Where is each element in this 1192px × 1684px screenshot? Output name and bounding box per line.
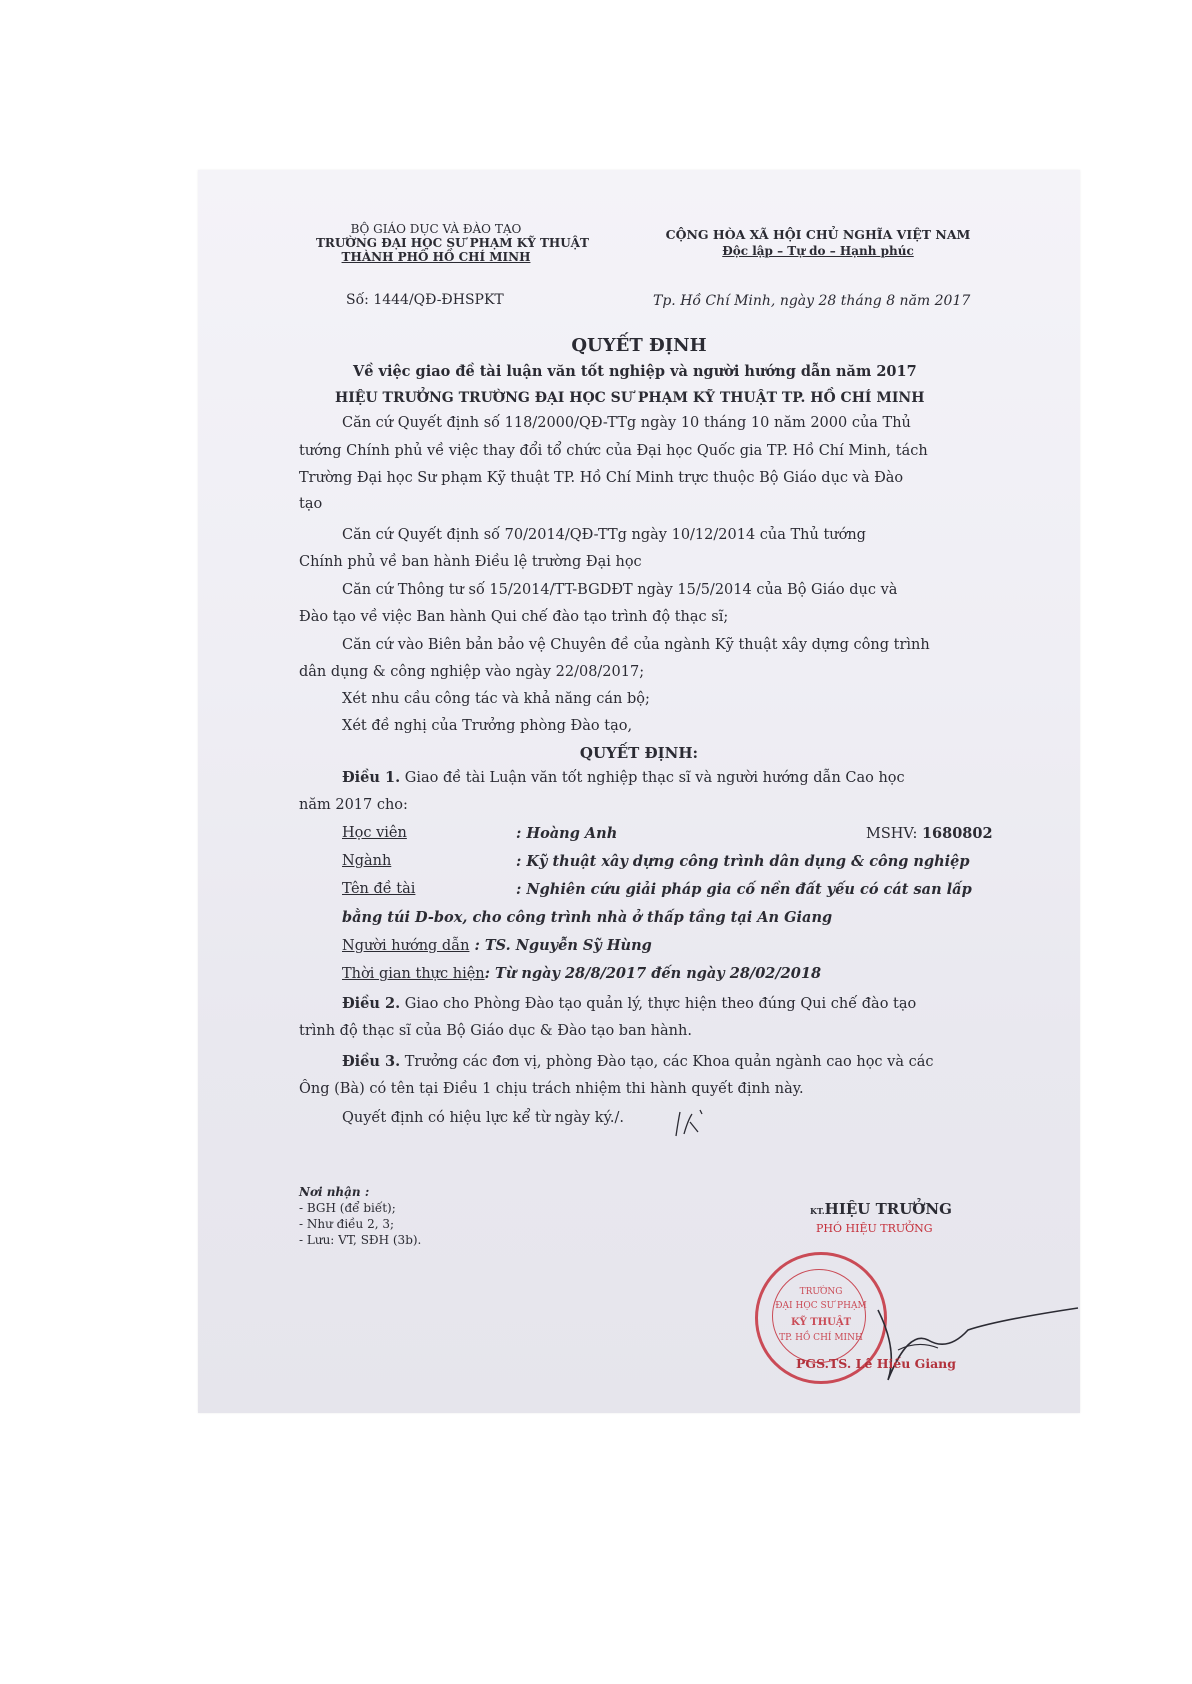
article-2-cont: trình độ thạc sĩ của Bộ Giáo dục & Đào tạo ban hành.: [299, 1023, 692, 1039]
document-page: [198, 170, 1080, 1413]
article-1-cont: năm 2017 cho:: [299, 797, 408, 813]
period-label: Thời gian thực hiện: [342, 966, 485, 982]
signature-title: [810, 1200, 952, 1218]
advisor-label: Người hướng dẫn: [342, 938, 470, 954]
issuing-authority: HIỆU TRƯỞNG TRƯỜNG ĐẠI HỌC SƯ PHẠM KỸ THUẬT TP. HỒ CHÍ MINH: [335, 390, 925, 406]
mshv-value: 1680802: [921, 825, 993, 842]
seal-text: TP. HỒ CHÍ MINH: [779, 1333, 863, 1343]
seal-text: ĐẠI HỌC SƯ PHẠM: [775, 1301, 867, 1311]
article-2: [342, 990, 916, 1019]
article-3-cont: Ông (Bà) có tên tại Điều 1 chịu trách nhiệm thi hành quyết định này.: [299, 1081, 804, 1097]
seal-text: KỸ THUẬT: [790, 1317, 852, 1328]
article-1-label: Điều 1.: [342, 769, 401, 786]
header-left: [316, 222, 589, 264]
article-1: [342, 764, 905, 793]
signature-subtitle: PHÓ HIỆU TRƯỞNG: [816, 1222, 933, 1235]
country-name: CỘNG HÒA XÃ HỘI CHỦ NGHĨA VIỆT NAM: [665, 227, 971, 242]
body-line: Căn cứ Thông tư số 15/2014/TT-BGDĐT ngày 15/5/2014 của Bộ Giáo dục và: [342, 582, 898, 598]
body-line: Trường Đại học Sư phạm Kỹ thuật TP. Hồ Chí Minh trực thuộc Bộ Giáo dục và Đào: [299, 470, 904, 486]
handwritten-signature: [858, 1290, 1080, 1400]
header-right: [648, 226, 988, 260]
national-motto: Độc lập – Tự do – Hạnh phúc: [722, 244, 914, 258]
effective-clause: Quyết định có hiệu lực kể từ ngày ký./.: [342, 1110, 624, 1126]
period-row: [342, 960, 821, 989]
recipients: [299, 1184, 421, 1248]
body-line: Căn cứ vào Biên bản bảo vệ Chuyên đề của ngành Kỹ thuật xây dựng công trình: [342, 637, 930, 653]
recipient-item: - Lưu: VT, SĐH (3b).: [299, 1233, 422, 1247]
topic-value-cont: bằng túi D-box, cho công trình nhà ở thấp tầng tại An Giang: [342, 909, 833, 926]
document-subject: Về việc giao đề tài luận văn tốt nghiệp và người hướng dẫn năm 2017: [353, 363, 917, 380]
article-2-text: Giao cho Phòng Đào tạo quản lý, thực hiện theo đúng Qui chế đào tạo: [400, 996, 917, 1012]
school-name-line2: THÀNH PHỐ HỒ CHÍ MINH: [341, 250, 531, 264]
recipient-item: - Như điều 2, 3;: [299, 1217, 395, 1231]
body-line: tướng Chính phủ về việc thay đổi tổ chức của Đại học Quốc gia TP. Hồ Chí Minh, tách: [299, 443, 928, 459]
student-label: Học viên: [342, 825, 407, 841]
body-line: Căn cứ Quyết định số 70/2014/QĐ-TTg ngày 10/12/2014 của Thủ tướng: [342, 527, 866, 543]
body-line: Xét nhu cầu công tác và khả năng cán bộ;: [342, 691, 650, 707]
major-label: Ngành: [342, 853, 392, 869]
recipients-title: Nơi nhận :: [299, 1185, 370, 1199]
initials-mark: [670, 1102, 710, 1142]
school-name-line1: TRƯỜNG ĐẠI HỌC SƯ PHẠM KỸ THUẬT: [316, 236, 589, 250]
body-line: Đào tạo về việc Ban hành Qui chế đào tạo trình độ thạc sĩ;: [299, 609, 729, 625]
body-line: dân dụng & công nghiệp vào ngày 22/08/2017;: [299, 664, 645, 680]
signature-prefix: KT.: [810, 1206, 825, 1216]
topic-label: Tên đề tài: [342, 881, 416, 897]
article-3-label: Điều 3.: [342, 1053, 401, 1070]
decision-heading: QUYẾT ĐỊNH:: [579, 744, 699, 762]
body-line: tạo: [299, 496, 323, 512]
mshv-label: MSHV:: [866, 826, 922, 842]
advisor-value: : TS. Nguyễn Sỹ Hùng: [469, 937, 652, 954]
article-1-text: Giao đề tài Luận văn tốt nghiệp thạc sĩ và người hướng dẫn Cao học: [400, 770, 905, 786]
article-3: [342, 1048, 934, 1077]
major-value: : Kỹ thuật xây dựng công trình dân dụng & công nghiệp: [516, 853, 970, 870]
student-value: : Hoàng Anh: [516, 825, 618, 842]
body-line: Căn cứ Quyết định số 118/2000/QĐ-TTg ngày 10 tháng 10 năm 2000 của Thủ: [342, 415, 911, 431]
article-2-label: Điều 2.: [342, 995, 401, 1012]
advisor-row: [342, 932, 652, 961]
signer-name: PGS.TS. Lê Hiếu Giang: [796, 1356, 956, 1371]
period-value: : Từ ngày 28/8/2017 đến ngày 28/02/2018: [484, 965, 822, 982]
place-date: Tp. Hồ Chí Minh, ngày 28 tháng 8 năm 2017: [653, 293, 971, 309]
student-id: [866, 820, 993, 849]
document-title: QUYẾT ĐỊNH: [571, 335, 707, 356]
article-3-text: Trưởng các đơn vị, phòng Đào tạo, các Khoa quản ngành cao học và các: [400, 1054, 934, 1070]
body-line: Xét đề nghị của Trưởng phòng Đào tạo,: [342, 718, 633, 734]
recipient-item: - BGH (để biết);: [299, 1201, 396, 1215]
seal-text: TRƯỜNG: [799, 1287, 843, 1297]
signature-role: HIỆU TRƯỞNG: [824, 1200, 952, 1218]
decision-number: Số: 1444/QĐ-ĐHSPKT: [346, 292, 504, 308]
ministry-name: BỘ GIÁO DỤC VÀ ĐÀO TẠO: [350, 222, 522, 236]
body-line: Chính phủ về ban hành Điều lệ trường Đại học: [299, 554, 642, 570]
topic-value: : Nghiên cứu giải pháp gia cố nền đất yếu có cát san lấp: [516, 881, 972, 898]
seal-inner-ring: [772, 1269, 866, 1363]
